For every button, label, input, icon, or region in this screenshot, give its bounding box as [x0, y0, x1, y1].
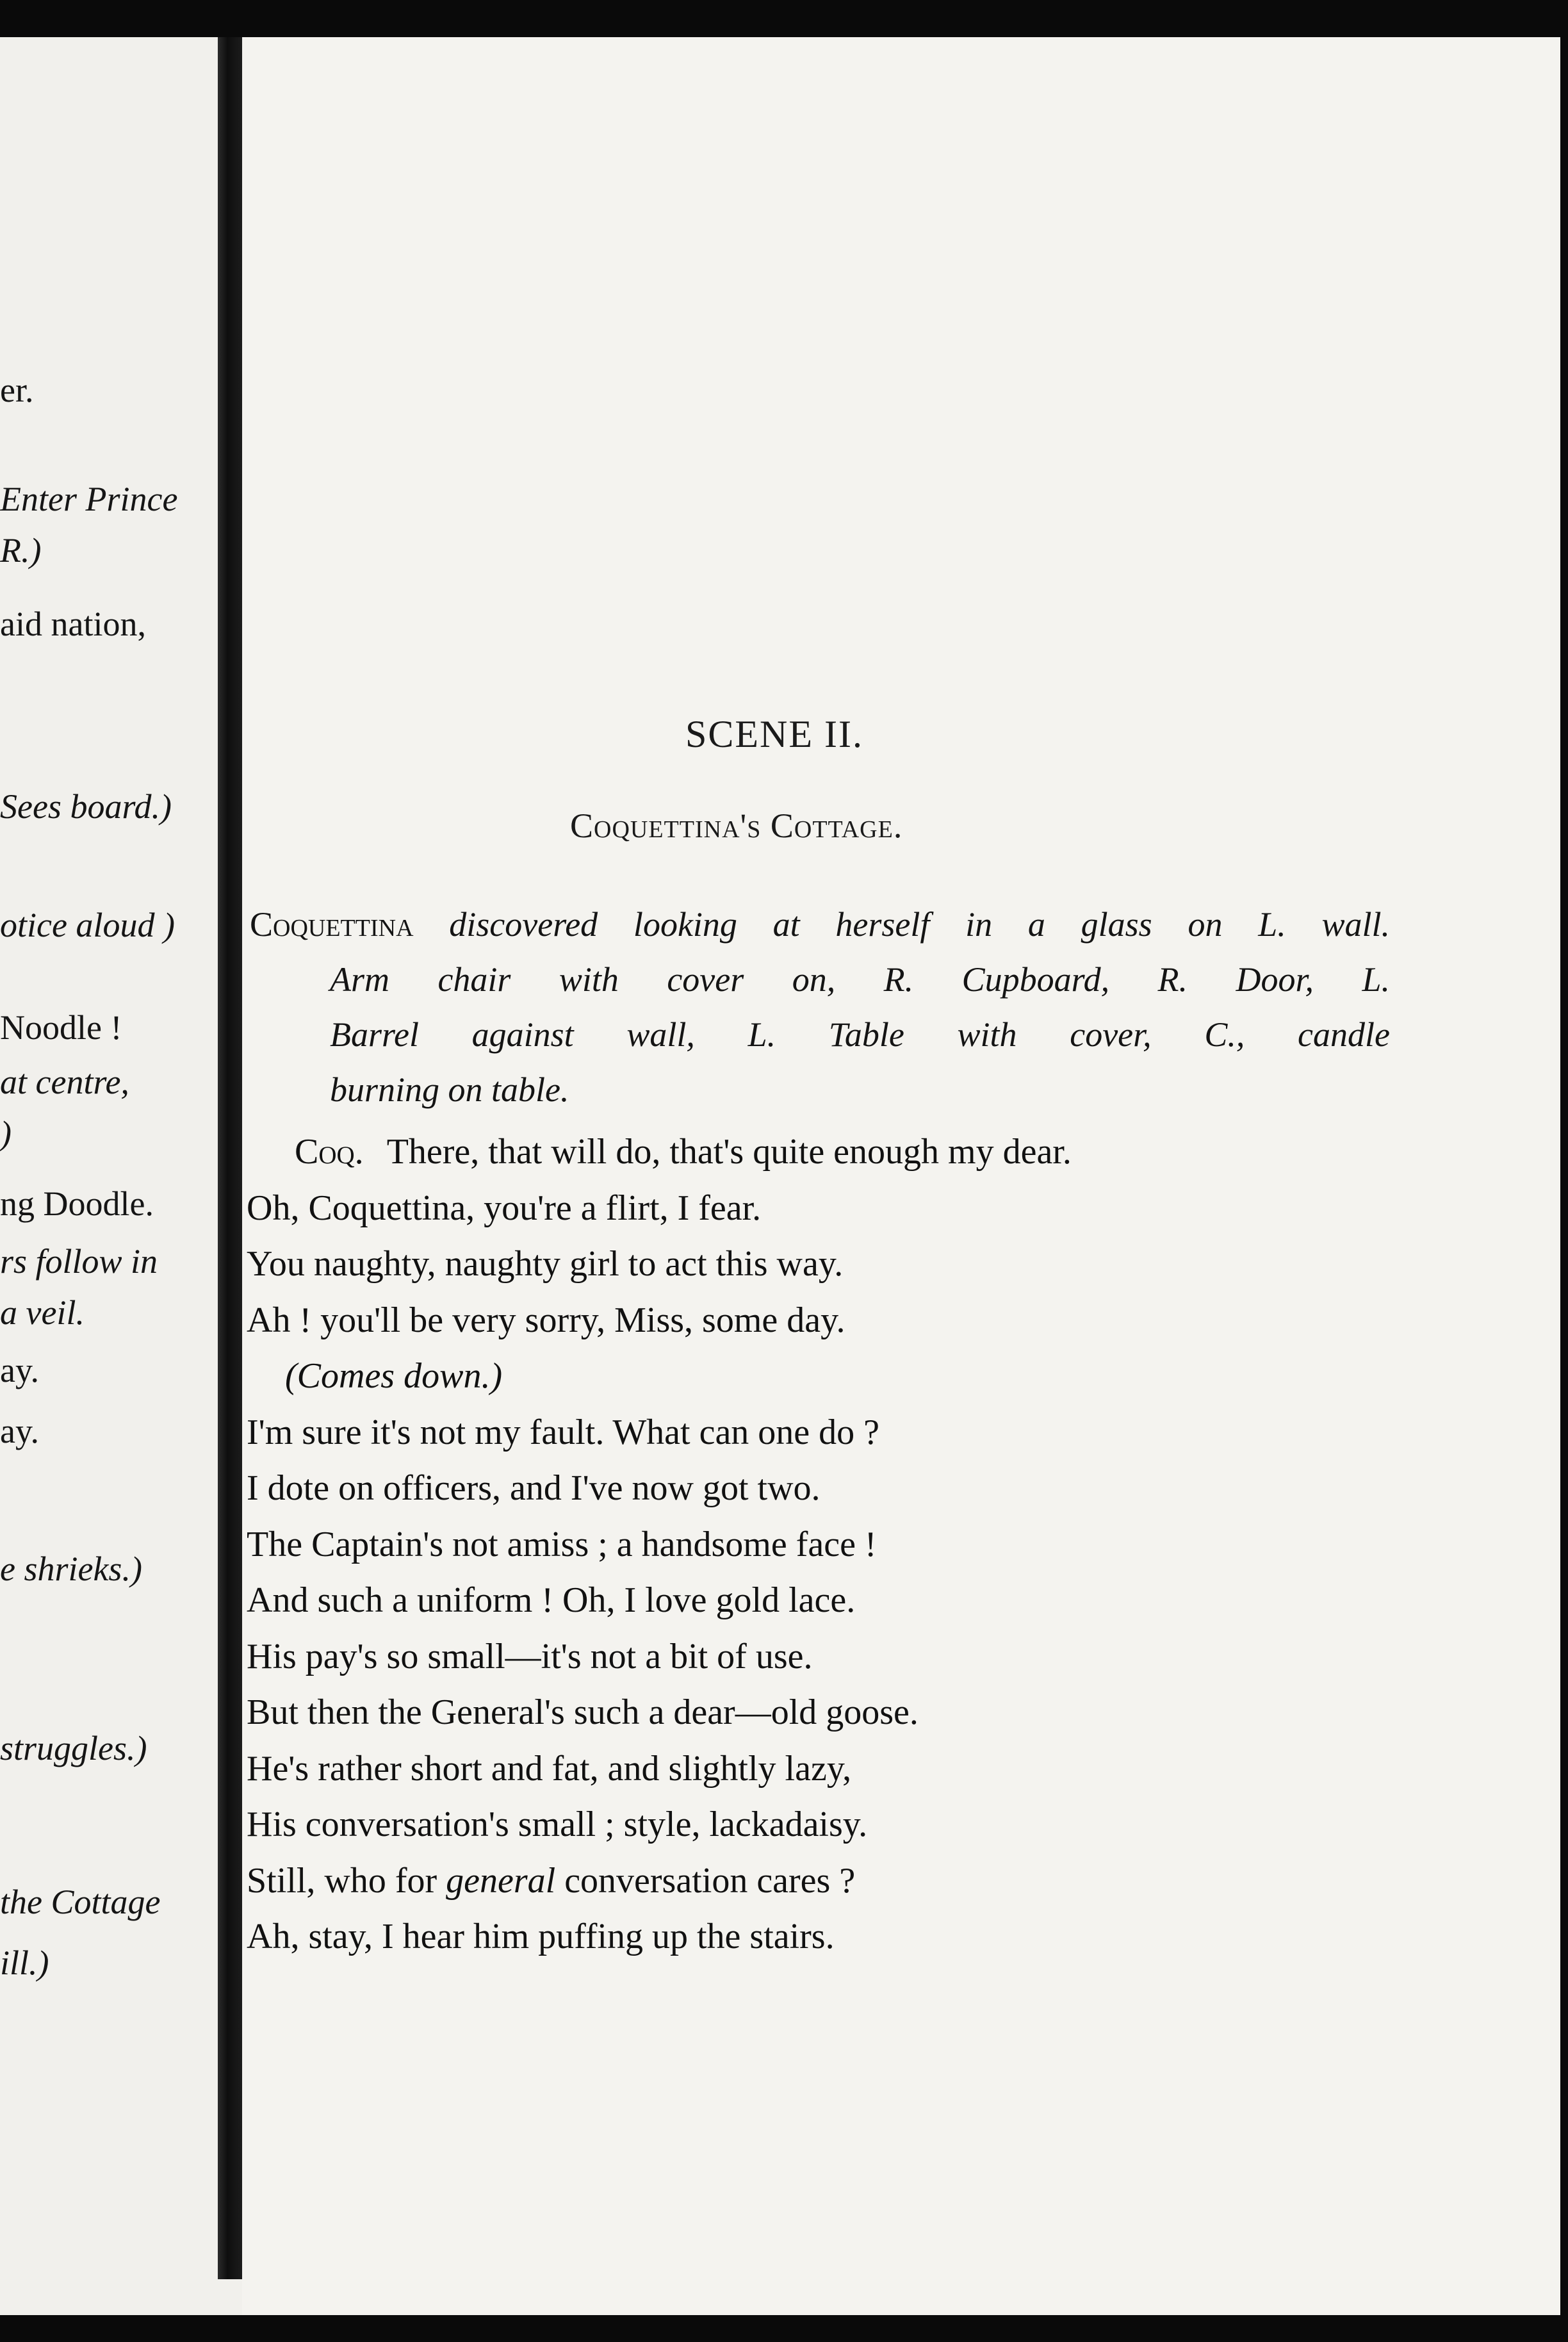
verse-text: Still, who for	[247, 1860, 446, 1901]
verse-text: There, that will do, that's quite enough my dear.	[386, 1132, 1072, 1172]
verse-line: Ah, stay, I hear him puffing up the stairs.	[247, 1917, 835, 1956]
left-fragment: aid nation,	[0, 605, 146, 643]
left-fragment: rs follow in	[0, 1242, 158, 1281]
verse-text: conversation cares ?	[555, 1860, 856, 1901]
left-page-fragment	[0, 37, 242, 2318]
verse-line: You naughty, naughty girl to act this way.	[247, 1244, 844, 1284]
stage-direction-line: Arm chair with cover on, R. Cupboard, R. Door, L.	[330, 960, 1390, 999]
left-fragment: ng Doodle.	[0, 1184, 154, 1223]
left-fragment: ay.	[0, 1412, 39, 1450]
book-gutter	[218, 37, 242, 2279]
left-fragment: a veil.	[0, 1293, 85, 1332]
left-fragment: ay.	[0, 1351, 39, 1389]
verse-line	[247, 1853, 1400, 1910]
left-fragment: e shrieks.)	[0, 1550, 142, 1588]
stage-direction-line: Barrel against wall, L. Table with cover, C., candle	[330, 1015, 1390, 1054]
verse-line: He's rather short and fat, and slightly lazy,	[247, 1748, 852, 1789]
verse-line: But then the General's such a dear—old goose.	[247, 1692, 919, 1732]
verse-line: His conversation's small ; style, lackadaisy.	[247, 1805, 868, 1844]
verse-line: I'm sure it's not my fault. What can one do ?	[247, 1412, 880, 1452]
dialogue-block	[247, 1124, 1400, 1965]
stage-direction-text: discovered looking at herself in a glass on L. wall.	[413, 905, 1390, 944]
left-fragment: otice aloud )	[0, 906, 175, 944]
left-fragment: Sees board.)	[0, 787, 172, 826]
verse-line: Oh, Coquettina, you're a flirt, I fear.	[247, 1188, 762, 1228]
left-fragment: Enter Prince	[0, 480, 178, 518]
verse-line: His pay's so small—it's not a bit of use.	[247, 1636, 813, 1676]
stage-direction-line: burning on table.	[330, 1070, 569, 1109]
verse-line	[247, 1124, 1400, 1181]
verse-line: The Captain's not amiss ; a handsome face !	[247, 1524, 877, 1564]
verse-line: I dote on officers, and I've now got two.	[247, 1468, 821, 1508]
speaker-name: Coq.	[295, 1132, 364, 1172]
left-fragment: ill.)	[0, 1944, 49, 1982]
character-name: Coquettina	[250, 905, 414, 944]
verse-line: And such a uniform ! Oh, I love gold lace.	[247, 1580, 856, 1620]
left-fragment: R.)	[0, 531, 42, 569]
left-fragment: struggles.)	[0, 1729, 147, 1767]
stage-direction-line	[250, 897, 1390, 952]
scene-location: Coquettina's Cottage.	[570, 807, 903, 845]
inline-stage-direction: (Comes down.)	[285, 1356, 503, 1396]
left-fragment: )	[0, 1114, 12, 1152]
left-fragment: er.	[0, 371, 34, 409]
left-fragment: the Cottage	[0, 1883, 161, 1921]
scene-heading: SCENE II.	[685, 713, 863, 755]
scan-top-border	[0, 0, 1568, 38]
emphasis-word: general	[446, 1860, 556, 1901]
stage-direction	[250, 897, 1390, 1117]
verse-line: Ah ! you'll be very sorry, Miss, some day.	[247, 1300, 845, 1340]
left-fragment: Noodle !	[0, 1008, 122, 1047]
scan-right-border	[1560, 0, 1568, 2342]
scan-bottom-border	[0, 2315, 1568, 2342]
left-fragment: at centre,	[0, 1063, 129, 1101]
